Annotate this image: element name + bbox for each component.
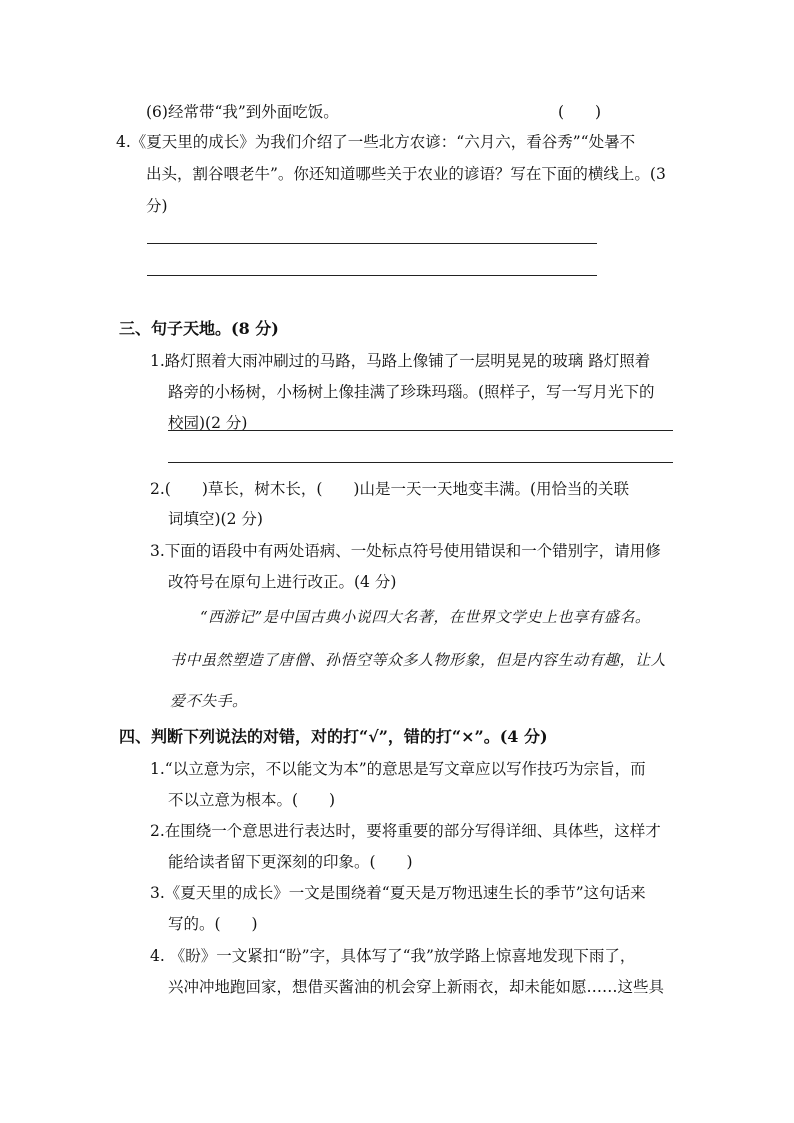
s4-q1-line-1: 1.“以立意为宗，不以能文为本”的意思是写文章应以写作技巧为宗旨，而 xyxy=(150,760,646,778)
s3-q2-line-1: 2.( )草长，树木长，( )山是一天一天地变丰满。(用恰当的关联 xyxy=(150,480,630,498)
section-4-title: 四、判断下列说法的对错，对的打“√”，错的打“×”。(4 分) xyxy=(119,727,548,746)
s4-q3-line-1: 3.《夏天里的成长》一文是围绕着“夏天是万物迅速生长的季节”这句话来 xyxy=(150,884,646,902)
s4-q2-line-1: 2.在围绕一个意思进行表达时，要将重要的部分写得详细、具体些，这样才 xyxy=(150,822,661,840)
q4-line-2: 出头，割谷喂老牛”。你还知道哪些关于农业的谚语？写在下面的横线上。(3 xyxy=(146,165,666,183)
q4-line-1: 4.《夏天里的成长》为我们介绍了一些北方农谚：“六月六，看谷秀”“处暑不 xyxy=(116,133,636,151)
s4-q4-line-1: 4. 《盼》一文紧扣“盼”字，具体写了“我”放学路上惊喜地发现下雨了， xyxy=(150,947,636,965)
item-6-answer-bracket: ( ) xyxy=(558,103,602,121)
s3-q2-line-2: 词填空)(2 分) xyxy=(168,510,263,528)
s3-q1-answer-line-2[interactable] xyxy=(168,462,673,463)
q4-line-3: 分) xyxy=(146,197,168,215)
section-3-title: 三、句子天地。(8 分) xyxy=(119,319,279,338)
passage-line-2: 书中虽然塑造了唐僧、孙悟空等众多人物形象，但是内容生动有趣，让人 xyxy=(170,651,667,669)
passage-line-3: 爱不失手。 xyxy=(170,692,248,710)
s3-q1-line-2: 路旁的小杨树，小杨树上像挂满了珍珠玛瑙。(照样子，写一写月光下的 xyxy=(168,383,655,401)
s3-q3-line-1: 3.下面的语段中有两处语病、一处标点符号使用错误和一个错别字，请用修 xyxy=(150,542,661,560)
s4-q3-line-2: 写的。( ) xyxy=(168,915,258,933)
s4-q1-line-2: 不以立意为根本。( ) xyxy=(168,791,336,809)
s3-q1-line-3: 校园)(2 分) xyxy=(168,414,248,432)
s3-q1-line-1: 1.路灯照着大雨冲刷过的马路，马路上像铺了一层明晃晃的玻璃 路灯照着 xyxy=(150,352,651,370)
s4-q2-line-2: 能给读者留下更深刻的印象。( ) xyxy=(168,853,413,871)
q4-answer-line-2[interactable] xyxy=(147,275,597,276)
s3-q3-line-2: 改符号在原句上进行改正。(4 分) xyxy=(168,573,397,591)
s4-q4-line-2: 兴冲冲地跑回家，想借买酱油的机会穿上新雨衣，却未能如愿……这些具 xyxy=(168,978,665,996)
s3-q1-answer-line-1[interactable] xyxy=(168,430,673,431)
q4-answer-line-1[interactable] xyxy=(147,243,597,244)
item-6-text: (6)经常带“我”到外面吃饭。 xyxy=(146,103,339,121)
passage-line-1: “西游记”是中国古典小说四大名著，在世界文学史上也享有盛名。 xyxy=(200,608,651,626)
